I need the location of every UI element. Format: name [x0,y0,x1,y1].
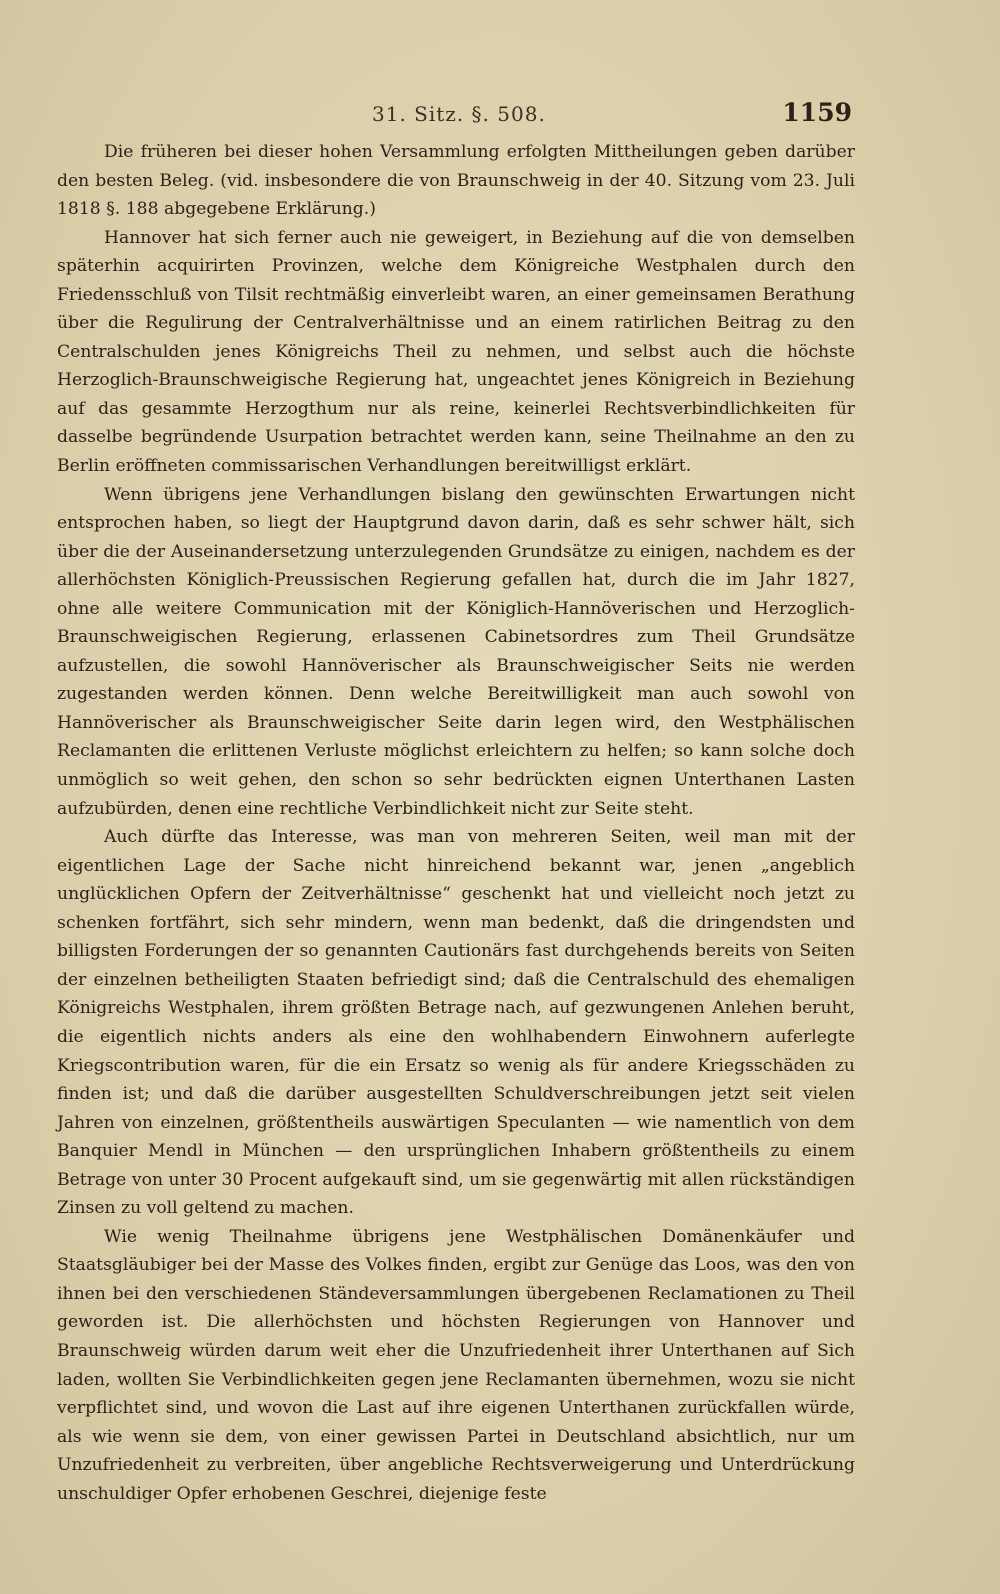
paragraph-3: Wenn übrigens jene Verhandlungen bislang den gewünschten Erwartungen nicht entsprochen haben, so liegt der Hauptgrund davon darin, daß es sehr schwer hält, sich über die der Auseinandersetzung unterzulegenden Grundsätze zu einigen, nachdem es der allerhöchsten Königlich-Preussischen Regierung gefallen hat, durch die im Jahr 1827, ohne alle weitere Communication mit der Königlich-Hannöverischen und Herzoglich-Braunschweigischen Regierung, erlassenen Cabinetsordres zum Theil Grundsätze aufzustellen, die sowohl Hannöverischer als Braunschweigischer Seits nie werden zugestanden werden können. Denn welche Bereitwilligkeit man auch sowohl von Hannöverischer als Braunschweigischer Seite darin legen wird, den Westphälischen Reclamanten die erlittenen Verluste möglichst erleichtern zu helfen; so kann solche doch unmöglich so weit gehen, den schon so sehr bedrückten eignen Unterthanen Lasten aufzubürden, denen eine rechtliche Verbindlichkeit nicht zur Seite steht. [57,484,855,819]
paragraph-2: Hannover hat sich ferner auch nie geweigert, in Beziehung auf die von demselben späterhin acquirirten Provinzen, welche dem Königreiche Westphalen durch den Friedensschluß von Tilsit rechtmäßig einverleibt waren, an einer gemeinsamen Berathung über die Regulirung der Centralverhältnisse und an einem ratirlichen Beitrag zu den Centralschulden jenes Königreichs Theil zu nehmen, und selbst auch die höchste Herzoglich-Braunschweigische Regierung hat, ungeachtet jenes Königreich in Beziehung auf das gesammte Herzogthum nur als reine, keinerlei Rechtsverbindlichkeiten für dasselbe begründende Usurpation betrachtet werden kann, seine Theilnahme an den zu Berlin eröffneten commissarischen Verhandlungen bereitwilligst erklärt. [57,227,855,477]
paragraph-5: Wie wenig Theilnahme übrigens jene Westphälischen Domänenkäufer und Staatsgläubiger bei der Masse des Volkes finden, ergibt zur Genüge das Loos, was den von ihnen bei den verschiedenen Ständeversammlungen übergebenen Reclamationen zu Theil geworden ist. Die allerhöchsten und höchsten Regierungen von Hannover und Braunschweig würden darum weit eher die Unzufriedenheit ihrer Unterthanen auf Sich laden, wollten Sie Verbindlichkeiten gegen jene Reclamanten übernehmen, wozu sie nicht verpflichtet sind, und wovon die Last auf ihre eigenen Unterthanen zurückfallen würde, als wie wenn sie dem, von einer gewissen Partei in Deutschland absichtlich, nur um Unzufriedenheit zu verbreiten, über angebliche Rechtsverweigerung und Unterdrückung unschuldiger Opfer erhobenen Geschrei, diejenige feste [57,1226,855,1504]
running-head: 31. Sitz. §. 508. [372,102,546,126]
page-header [0,98,1000,132]
paragraph-4: Auch dürfte das Interesse, was man von mehreren Seiten, weil man mit der eigentlichen Lage der Sache nicht hinreichend bekannt war, jenen „angeblich unglücklichen Opfern der Zeitverhältnisse“ geschenkt hat und vielleicht noch jetzt zu schenken fortfährt, sich sehr mindern, wenn man bedenkt, daß die dringendsten und billigsten Forderungen der so genannten Cautionärs fast durchgehends bereits von Seiten der einzelnen betheiligten Staaten befriedigt sind; daß die Centralschuld des ehemaligen Königreichs Westphalen, ihrem größten Betrage nach, auf gezwungenen Anlehen beruht, die eigentlich nichts anders als eine den wohlhabendern Einwohnern auferlegte Kriegscontribution waren, für die ein Ersatz so wenig als für andere Kriegsschäden zu finden ist; und daß die darüber ausgestellten Schuldverschreibungen jetzt seit vielen Jahren von einzelnen, größtentheils auswärtigen Speculanten — wie namentlich von dem Banquier Mendl in München — den ursprünglichen Inhabern größtentheils zu einem Betrage von unter 30 Procent aufgekauft sind, um sie gegenwärtig mit allen rückständigen Zinsen zu voll geltend zu machen. [57,827,855,1219]
paragraph-1: Die früheren bei dieser hohen Versammlung erfolgten Mittheilungen geben darüber den besten Beleg. (vid. insbesondere die von Braunschweig in der 40. Sitzung vom 23. Juli 1818 §. 188 abgegebene Erklärung.) [57,142,855,220]
page-number: 1159 [782,98,852,127]
body-text [57,138,855,1508]
